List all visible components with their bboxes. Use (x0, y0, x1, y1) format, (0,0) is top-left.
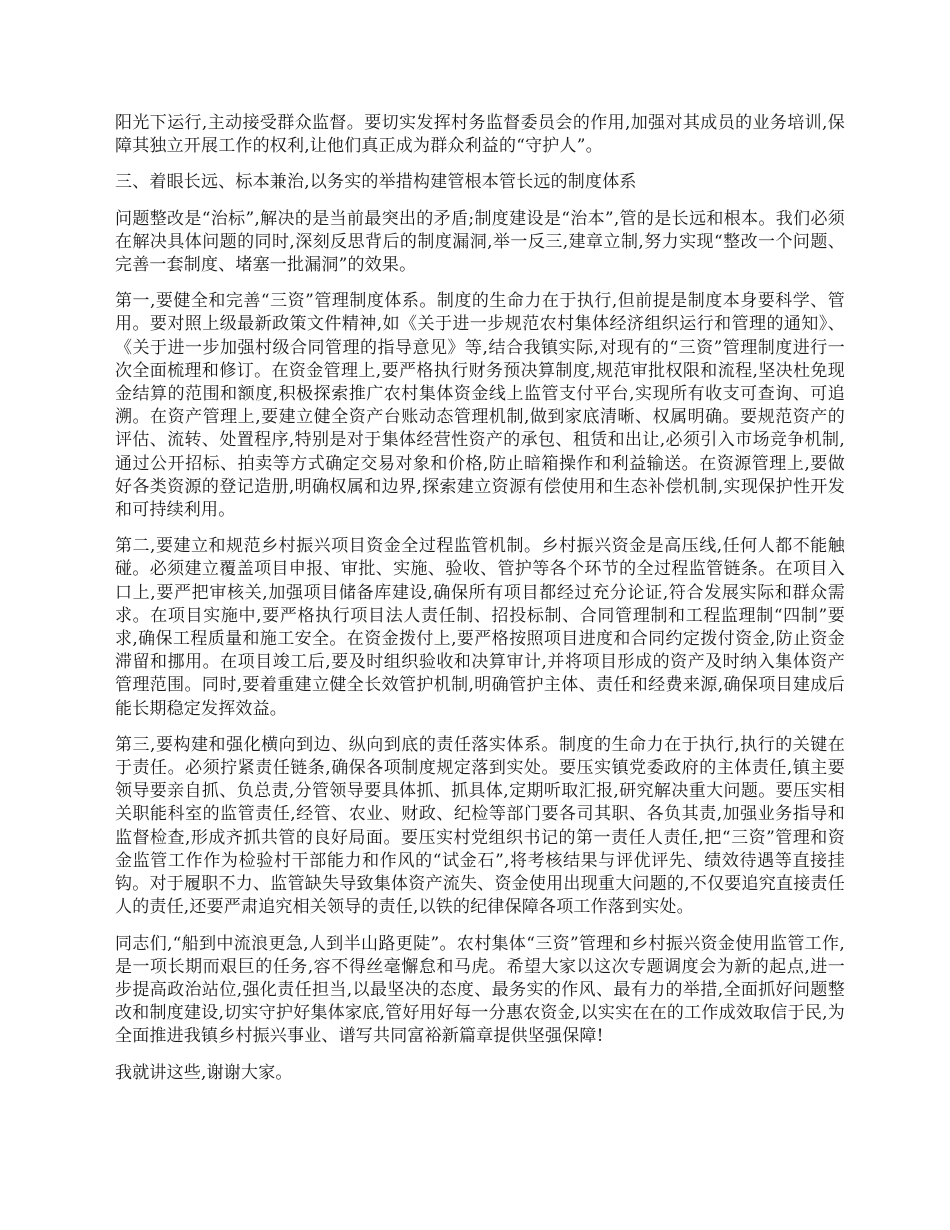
paragraph-second-point: 第二,要建立和规范乡村振兴项目资金全过程监管机制。乡村振兴资金是高压线,任何人都不能触碰。必须建立覆盖项目申报、审批、实施、验收、管护等各个环节的全过程监管链条。在项目入口上,要严把审核关,加强项目储备库建设,确保所有项目都经过充分论证,符合发展实际和群众需求。在项目实施中,要严格执行项目法人责任制、招投标制、合同管理制和工程监理制“四制”要求,确保工程质量和施工安全。在资金拨付上,要严格按照项目进度和合同约定拨付资金,防止资金滞留和挪用。在项目竣工后,要及时组织验收和决算审计,并将项目形成的资产及时纳入集体资产管理范围。同时,要着重建立健全长效管护机制,明确管护主体、责任和经费来源,确保项目建成后能长期稳定发挥效益。 (115, 536, 845, 719)
paragraph-rectification: 问题整改是“治标”,解决的是当前最突出的矛盾;制度建设是“治本”,管的是长远和根本。我们必须在解决具体问题的同时,深刻反思背后的制度漏洞,举一反三,建章立制,努力实现“整改一个问题、完善一套制度、堵塞一批漏洞”的效果。 (115, 208, 845, 276)
paragraph-supervision: 阳光下运行,主动接受群众监督。要切实发挥村务监督委员会的作用,加强对其成员的业务培训,保障其独立开展工作的权利,让他们真正成为群众利益的“守护人”。 (115, 113, 845, 157)
paragraph-third-point: 第三,要构建和强化横向到边、纵向到底的责任落实体系。制度的生命力在于执行,执行的关键在于责任。必须拧紧责任链条,确保各项制度规定落到实处。要压实镇党委政府的主体责任,镇主要领导要亲自抓、负总责,分管领导要具体抓、抓具体,定期听取汇报,研究解决重大问题。要压实相关职能科室的监管责任,经管、农业、财政、纪检等部门要各司其职、各负其责,加强业务指导和监督检查,形成齐抓共管的良好局面。要压实村党组织书记的第一责任人责任,把“三资”管理和资金监管工作作为检验村干部能力和作风的“试金石”,将考核结果与评优评先、绩效待遇等直接挂钩。对于履职不力、监管缺失导致集体资产流失、资金使用出现重大问题的,不仅要追究直接责任人的责任,还要严肃追究相关领导的责任,以铁的纪律保障各项工作落到实处。 (115, 734, 845, 918)
paragraph-closing-remark: 我就讲这些,谢谢大家。 (115, 1062, 293, 1083)
paragraph-closing-appeal: 同志们,“船到中流浪更急,人到半山路更陡”。农村集体“三资”管理和乡村振兴资金使用监管工作,是一项长期而艰巨的任务,容不得丝毫懈怠和马虎。希望大家以这次专题调度会为新的起点,进一步提高政治站位,强化责任担当,以最坚决的态度、最务实的作风、最有力的举措,全面抓好问题整改和制度建设,切实守护好集体家底,管好用好每一分惠农资金,以实实在在的工作成效取信于民,为全面推进我镇乡村振兴事业、谱写共同富裕新篇章提供坚强保障! (115, 933, 845, 1047)
document-body (115, 112, 845, 1098)
section-heading-three: 三、着眼长远、标本兼治,以务实的举措构建管根本管长远的制度体系 (115, 172, 637, 193)
paragraph-first-point: 第一,要健全和完善“三资”管理制度体系。制度的生命力在于执行,但前提是制度本身要科学、管用。要对照上级最新政策文件精神,如《关于进一步规范农村集体经济组织运行和管理的通知》、《关于进一步加强村级合同管理的指导意见》等,结合我镇实际,对现有的“三资”管理制度进行一次全面梳理和修订。在资金管理上,要严格执行财务预决算制度,规范审批权限和流程,坚决杜免现金结算的范围和额度,积极探索推广农村集体资金线上监管支付平台,实现所有收支可查询、可追溯。在资产管理上,要建立健全资产台账动态管理机制,做到家底清晰、权属明确。要规范资产的评估、流转、处置程序,特别是对于集体经营性资产的承包、租赁和出让,必须引入市场竞争机制,通过公开招标、拍卖等方式确定交易对象和价格,防止暗箱操作和利益输送。在资源管理上,要做好各类资源的登记造册,明确权属和边界,探索建立资源有偿使用和生态补偿机制,实现保护性开发和可持续利用。 (115, 291, 845, 521)
